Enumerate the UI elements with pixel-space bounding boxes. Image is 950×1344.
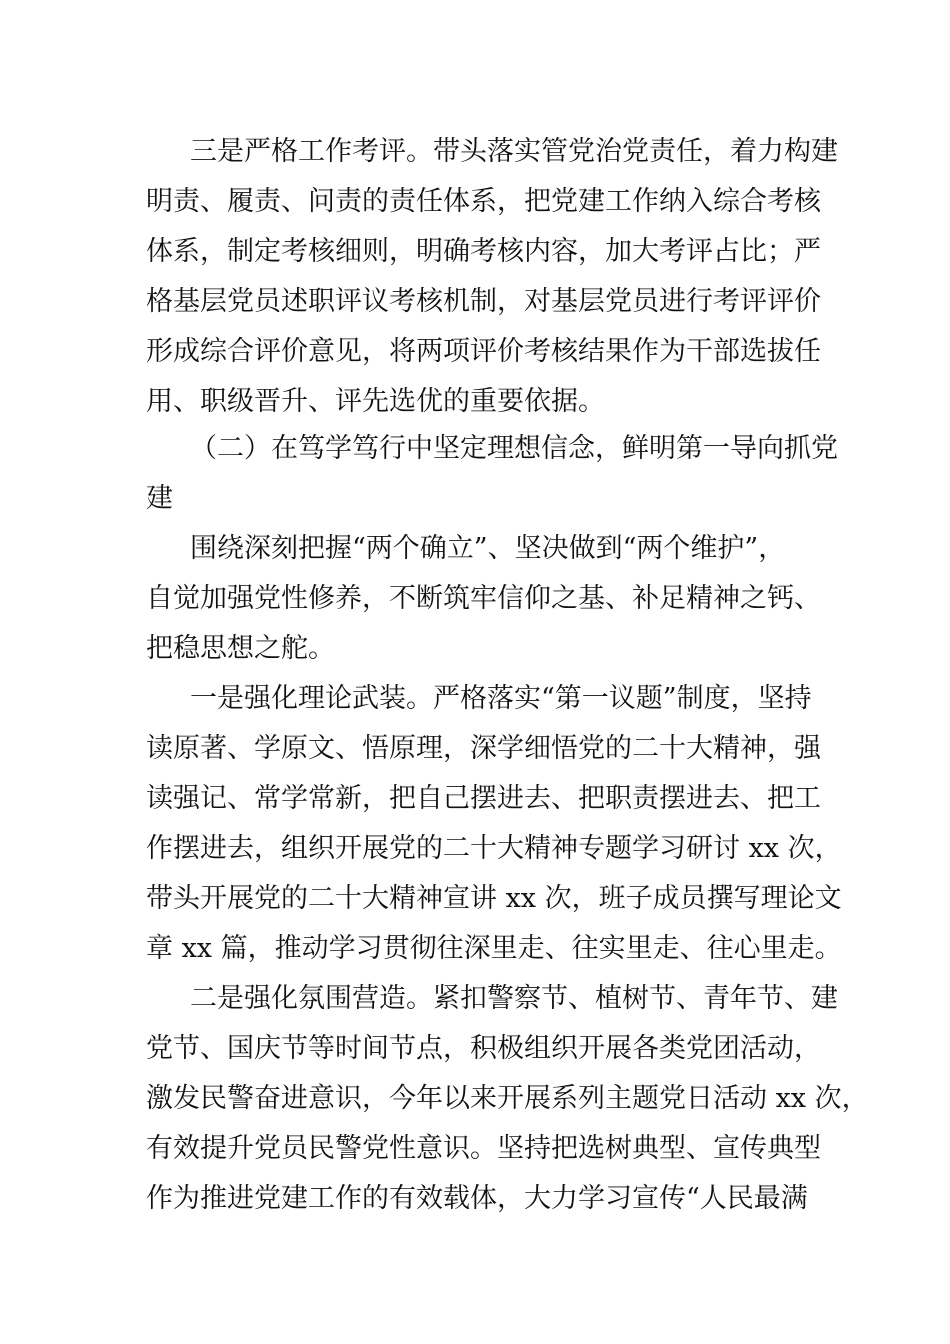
section-heading-line: （二）在笃学笃行中坚定理想信念，鲜明第一导向抓党 [190, 433, 838, 464]
paragraph-line: 格基层党员述职评议考核机制，对基层党员进行考评评价 [146, 286, 821, 317]
paragraph-line: 体系，制定考核细则，明确考核内容，加大考评占比；严 [146, 236, 821, 267]
paragraph-line: 带头开展党的二十大精神宣讲 xx 次，班子成员撰写理论文 [146, 883, 842, 914]
paragraph-line: 作摆进去，组织开展党的二十大精神专题学习研讨 xx 次， [146, 833, 842, 864]
paragraph-line: 作为推进党建工作的有效载体，大力学习宣传“人民最满 [146, 1183, 808, 1214]
paragraph-line: 自觉加强党性修养，不断筑牢信仰之基、补足精神之钙、 [146, 583, 821, 614]
paragraph-line: 激发民警奋进意识，今年以来开展系列主题党日活动 xx 次， [146, 1083, 869, 1114]
paragraph-line: 围绕深刻把握“两个确立”、坚决做到“两个维护”， [190, 533, 786, 564]
section-heading-line: 建 [146, 483, 173, 514]
paragraph-line: 一是强化理论武装。严格落实“第一议题”制度，坚持 [190, 683, 812, 714]
paragraph-line: 把稳思想之舵。 [146, 633, 335, 664]
paragraph-line: 党节、国庆节等时间节点，积极组织开展各类党团活动， [146, 1033, 821, 1064]
paragraph-line: 用、职级晋升、评先选优的重要依据。 [146, 386, 605, 417]
paragraph-line: 明责、履责、问责的责任体系，把党建工作纳入综合考核 [146, 186, 821, 217]
paragraph-line: 读原著、学原文、悟原理，深学细悟党的二十大精神，强 [146, 733, 821, 764]
paragraph-line: 形成综合评价意见，将两项评价考核结果作为干部选拔任 [146, 336, 821, 367]
paragraph-line: 二是强化氛围营造。紧扣警察节、植树节、青年节、建 [190, 983, 838, 1014]
paragraph-line: 读强记、常学常新，把自己摆进去、把职责摆进去、把工 [146, 783, 821, 814]
paragraph-line: 章 xx 篇，推动学习贯彻往深里走、往实里走、往心里走。 [146, 933, 842, 964]
paragraph-line: 三是严格工作考评。带头落实管党治党责任，着力构建 [190, 136, 838, 167]
paragraph-line: 有效提升党员民警党性意识。坚持把选树典型、宣传典型 [146, 1133, 821, 1164]
